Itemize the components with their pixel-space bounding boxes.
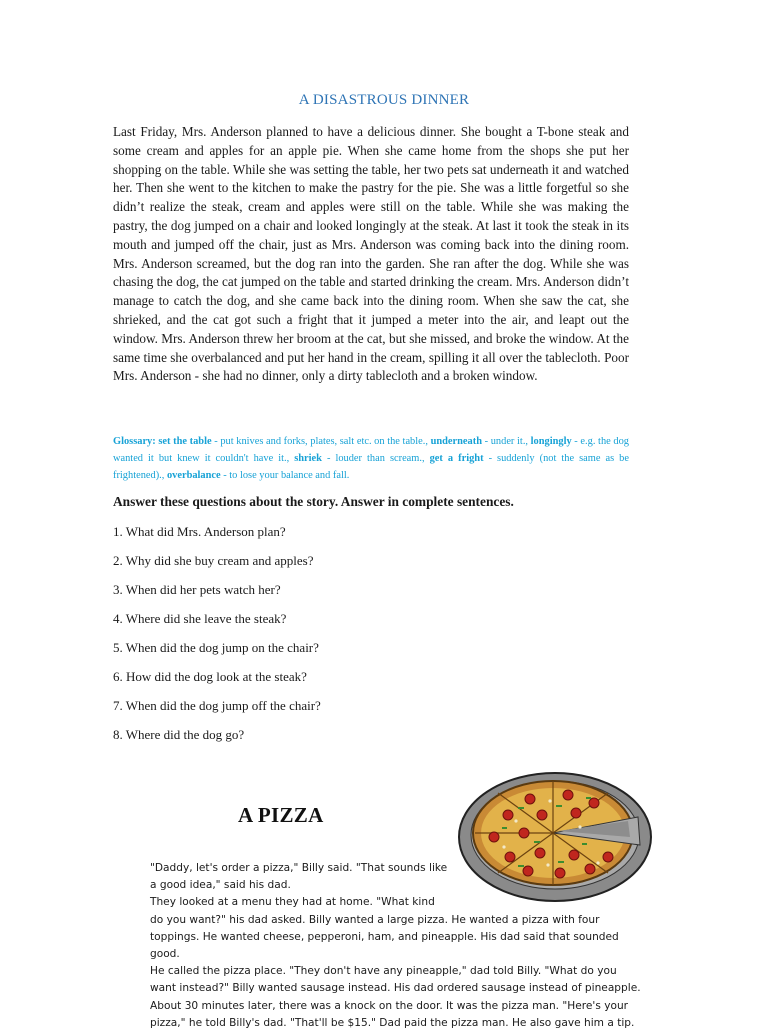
- pizza-line: toppings. He wanted cheese, pepperoni, ham, and pineapple. His dad said that sounded: [150, 930, 619, 943]
- question-list: [113, 523, 321, 755]
- pizza-line: About 30 minutes later, there was a knock on the door. It was the pizza man. "Here's your: [150, 999, 629, 1012]
- pizza-title: A PIZZA: [238, 803, 324, 827]
- instructions: Answer these questions about the story. Answer in complete sentences.: [113, 494, 514, 509]
- glossary-definition: - put knives and forks, plates, salt etc. on the table.,: [211, 436, 431, 447]
- glossary-definition: - louder than scream.,: [321, 452, 430, 464]
- pizza-line: They looked at a menu they had at home. "What kind: [150, 896, 435, 909]
- pizza-line: a good idea," said his dad.: [150, 879, 291, 892]
- glossary-term: longingly: [530, 436, 572, 447]
- glossary-definition: - to lose your balance and fall.: [220, 469, 350, 481]
- pizza-line: good.: [150, 948, 180, 961]
- pizza-line: pizza," he told Billy's dad. "That'll be $15." Dad paid the pizza man. He also gave him a tip.: [150, 1016, 635, 1029]
- story-body: Last Friday, Mrs. Anderson planned to have a delicious dinner. She bought a T-bone steak and some cream and apples for an apple pie. When she came home from the shops she put her shopping on the table. While she was setting the table, her two pets sat underneath it and watched her. Then she went to the kitchen to make the pastry for the pie. She was a little forgetful so she didn’t realize the steak, cream and apples were still on the table. While she was making the pastry, the dog jumped on a chair and looked longingly at the steak. At last it took the steak in its mouth and jumped off the chair, just as Mrs. Anderson was coming back into the dining room. Mrs. Anderson screamed, but the dog ran into the garden. She ran after the dog. While she was chasing the dog, the cat jumped on the table and started drinking the cream. Mrs. Anderson didn’t manage to catch the dog, and she came back into the dining room. When she saw the cat, she shrieked, and the cat got such a fright that it jumped a meter into the air, and leapt out the window. Mrs. Anderson threw her broom at the cat, but she missed, and broke the window. At the same time she overbalanced and put her hand in the cream, spilling it all over the tablecloth. Poor Mrs. Anderson - she had no dinner, only a dirty tablecloth and a broken window.: [113, 124, 629, 384]
- question-item: 4. Where did she leave the steak?: [113, 611, 287, 626]
- glossary-definition: - under it.,: [481, 436, 531, 447]
- question-item: 5. When did the dog jump on the chair?: [113, 640, 319, 655]
- glossary-definition: - e.g. the dog wanted it but knew it couldn't have it.,: [113, 436, 629, 464]
- glossary: [113, 434, 629, 484]
- glossary-term: set the table: [158, 436, 212, 447]
- question-item: 3. When did her pets watch her?: [113, 582, 281, 597]
- glossary-definition: - suddenly (not the same as be frightened).,: [113, 452, 629, 481]
- story-title: A DISASTROUS DINNER: [298, 92, 470, 108]
- pizza-story: [150, 860, 665, 1032]
- pizza-line: "Daddy, let's order a pizza," Billy said. "That sounds like: [150, 862, 448, 874]
- glossary-term: underneath: [430, 436, 482, 447]
- question-item: 2. Why did she buy cream and apples?: [113, 553, 314, 568]
- question-item: 6. How did the dog look at the steak?: [113, 669, 307, 684]
- pizza-line: He called the pizza place. "They don't have any pineapple," dad told Billy. "What do you: [150, 965, 617, 978]
- question-item: 8. Where did the dog go?: [113, 727, 245, 742]
- question-item: 1. What did Mrs. Anderson plan?: [113, 524, 286, 539]
- glossary-term: overbalance: [166, 469, 221, 481]
- glossary-term: get a fright: [429, 452, 484, 464]
- glossary-label: Glossary:: [113, 436, 156, 447]
- question-item: 7. When did the dog jump off the chair?: [113, 698, 321, 713]
- pizza-line: do you want?" his dad asked. Billy wanted a large pizza. He wanted a pizza with four: [150, 913, 600, 926]
- glossary-term: shriek: [294, 452, 322, 464]
- pizza-line: want instead?" Billy wanted sausage instead. His dad ordered sausage instead of pineapple.: [150, 982, 641, 995]
